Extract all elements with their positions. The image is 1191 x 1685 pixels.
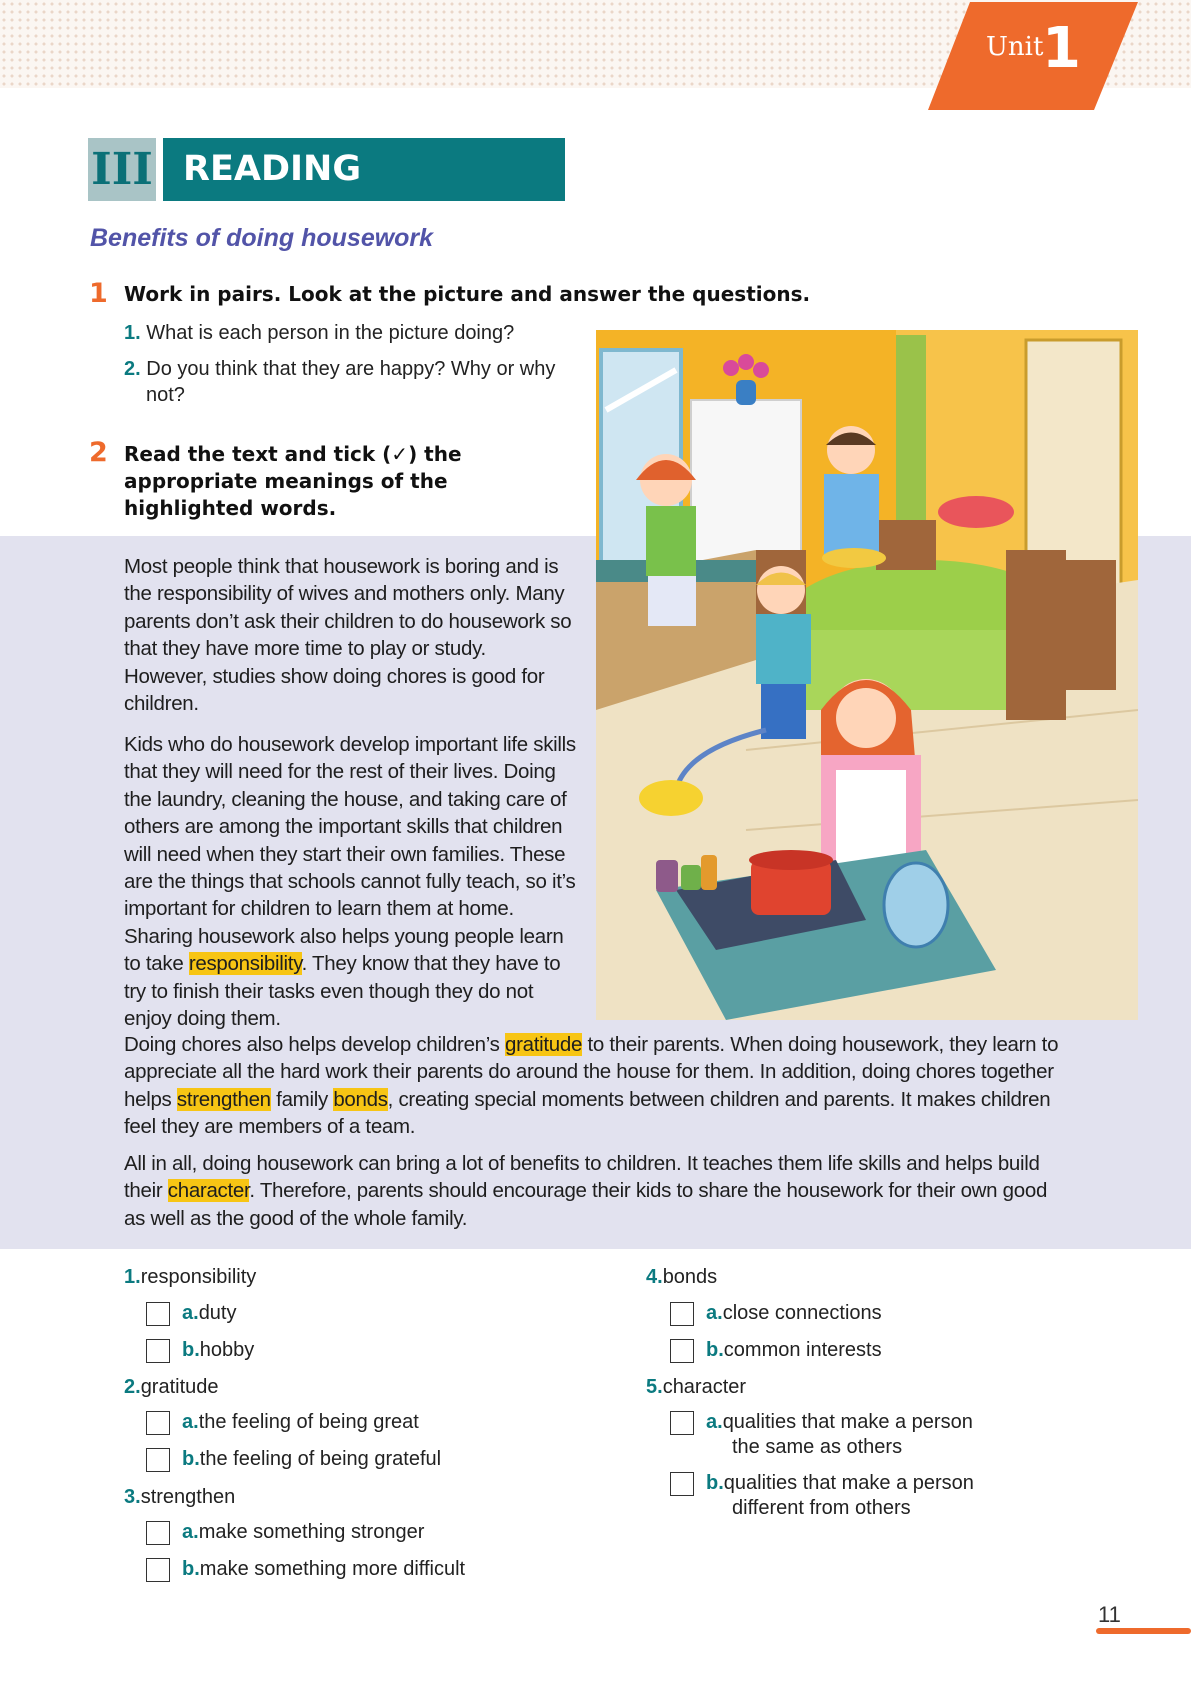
- reading-paragraph-4: [124, 1150, 1069, 1232]
- question-1: [124, 320, 584, 346]
- text-run: Kids who do housework develop important life skills that they will need for the rest of their lives. Doing the laundry, cleaning the house, and taking care of others are among the important skills that children will need when they start their own families. These are the things that schools cannot fully teach, so it’s important for children to learn them at home. Sharing housework also helps young people learn to take: [124, 733, 576, 976]
- highlight-character: character: [167, 1179, 250, 1203]
- text-run: family: [270, 1087, 334, 1111]
- question-number: 2.: [124, 358, 141, 380]
- item-word: character: [662, 1376, 747, 1398]
- text-run: . Therefore, parents should encourage their kids to share the housework for their own good as well as the good of the whole family.: [124, 1179, 1048, 1230]
- option-text: make something stronger: [198, 1521, 425, 1543]
- text-run: All in all, doing housework can bring a lot of benefits to children. It teaches them life skills and helps build their: [124, 1152, 1040, 1203]
- highlight-gratitude: gratitude: [505, 1033, 583, 1056]
- vocab-item-1: [124, 1264, 256, 1290]
- option-3a: [182, 1520, 424, 1545]
- page-number: 11: [1098, 1602, 1121, 1627]
- option-letter: a.: [182, 1521, 199, 1543]
- question-2: [124, 356, 584, 408]
- checkbox-1b[interactable]: [146, 1339, 170, 1363]
- option-letter: a.: [182, 1302, 199, 1324]
- option-1a: [182, 1301, 237, 1326]
- option-3b: [182, 1557, 465, 1582]
- checkbox-3b[interactable]: [146, 1558, 170, 1582]
- option-text: duty: [198, 1302, 237, 1324]
- option-letter: a.: [706, 1411, 723, 1433]
- highlight-responsibility: responsibility: [188, 952, 302, 976]
- item-number: 5.: [646, 1376, 663, 1398]
- option-2a: [182, 1410, 419, 1435]
- unit-tab: [928, 2, 1138, 110]
- option-4b: [706, 1338, 882, 1363]
- item-number: 1.: [124, 1266, 141, 1288]
- reading-paragraph-2: [124, 731, 581, 1032]
- checkbox-2b[interactable]: [146, 1448, 170, 1472]
- option-5b: [706, 1471, 974, 1496]
- vocab-item-3: [124, 1484, 235, 1510]
- option-text: qualities that make a person: [722, 1411, 973, 1433]
- wavy-edge: [0, 1241, 1191, 1257]
- option-letter: b.: [706, 1472, 724, 1494]
- item-word: gratitude: [140, 1376, 219, 1398]
- vocab-item-2: [124, 1374, 219, 1400]
- option-5b-line2: different from others: [732, 1497, 911, 1519]
- text-run: to their parents. When doing housework, they learn to appreciate all the hard work their parents do around the house for them. In addition, doing chores together helps: [124, 1033, 1059, 1111]
- exercise-2-number: 2: [89, 437, 108, 468]
- item-number: 3.: [124, 1486, 141, 1508]
- question-text: Do you think that they are happy? Why or why not?: [146, 358, 556, 406]
- text-run: Doing chores also helps develop children’s: [124, 1033, 506, 1056]
- highlight-bonds: bonds: [333, 1087, 388, 1111]
- option-text: hobby: [199, 1339, 255, 1361]
- option-1b: [182, 1338, 254, 1363]
- option-letter: b.: [182, 1339, 200, 1361]
- option-text: make something more difficult: [199, 1558, 466, 1580]
- option-text: the feeling of being great: [198, 1411, 419, 1433]
- option-5a: [706, 1410, 973, 1435]
- checkbox-4b[interactable]: [670, 1339, 694, 1363]
- vocab-item-4: [646, 1264, 717, 1290]
- option-2b: [182, 1447, 441, 1472]
- item-word: responsibility: [140, 1266, 257, 1288]
- item-number: 2.: [124, 1376, 141, 1398]
- question-number: 1.: [124, 322, 141, 344]
- option-text: common interests: [723, 1339, 882, 1361]
- checkbox-5b[interactable]: [670, 1472, 694, 1496]
- reading-paragraph-3: [124, 1031, 1069, 1141]
- option-letter: a.: [182, 1411, 199, 1433]
- checkbox-4a[interactable]: [670, 1302, 694, 1326]
- item-word: strengthen: [140, 1486, 236, 1508]
- option-5a-line2: the same as others: [732, 1436, 903, 1458]
- option-text: qualities that make a person: [723, 1472, 974, 1494]
- checkbox-3a[interactable]: [146, 1521, 170, 1545]
- option-letter: b.: [182, 1448, 200, 1470]
- item-word: bonds: [662, 1266, 718, 1288]
- option-letter: b.: [182, 1558, 200, 1580]
- question-text: What is each person in the picture doing?: [146, 322, 515, 344]
- checkbox-5a[interactable]: [670, 1411, 694, 1435]
- section-number: III: [88, 138, 156, 201]
- vocab-item-5: [646, 1374, 746, 1400]
- text-run: , creating special moments between children and parents. It makes children feel they are members of a team.: [124, 1087, 1051, 1139]
- kitchen-illustration: [596, 330, 1138, 1020]
- checkbox-1a[interactable]: [146, 1302, 170, 1326]
- option-text: close connections: [722, 1302, 882, 1324]
- page-number-underline: [1096, 1628, 1191, 1634]
- option-letter: b.: [706, 1339, 724, 1361]
- section-title: READING: [163, 138, 565, 201]
- exercise-1-instruction: Work in pairs. Look at the picture and answer the questions.: [124, 282, 811, 306]
- exercise-2-instruction: Read the text and tick (✓) the appropriate meanings of the highlighted words.: [124, 442, 462, 520]
- checkbox-2a[interactable]: [146, 1411, 170, 1435]
- highlight-strengthen: strengthen: [176, 1087, 271, 1111]
- unit-label: Unit: [986, 32, 1044, 62]
- item-number: 4.: [646, 1266, 663, 1288]
- exercise-1-number: 1: [89, 278, 108, 309]
- reading-paragraph-1: Most people think that housework is boring and is the responsibility of wives and mothers only. Many parents don’t ask their children to do housework so that they have more time to play or study. However, studies show doing chores is good for children.: [124, 555, 572, 716]
- page-subtitle: Benefits of doing housework: [90, 224, 434, 252]
- option-letter: a.: [706, 1302, 723, 1324]
- option-4a: [706, 1301, 882, 1326]
- option-text: the feeling of being grateful: [199, 1448, 442, 1470]
- text-run: . They know that they have to try to finish their tasks even though they do not enjoy doing them.: [124, 952, 561, 1031]
- unit-number: 1: [1042, 16, 1081, 81]
